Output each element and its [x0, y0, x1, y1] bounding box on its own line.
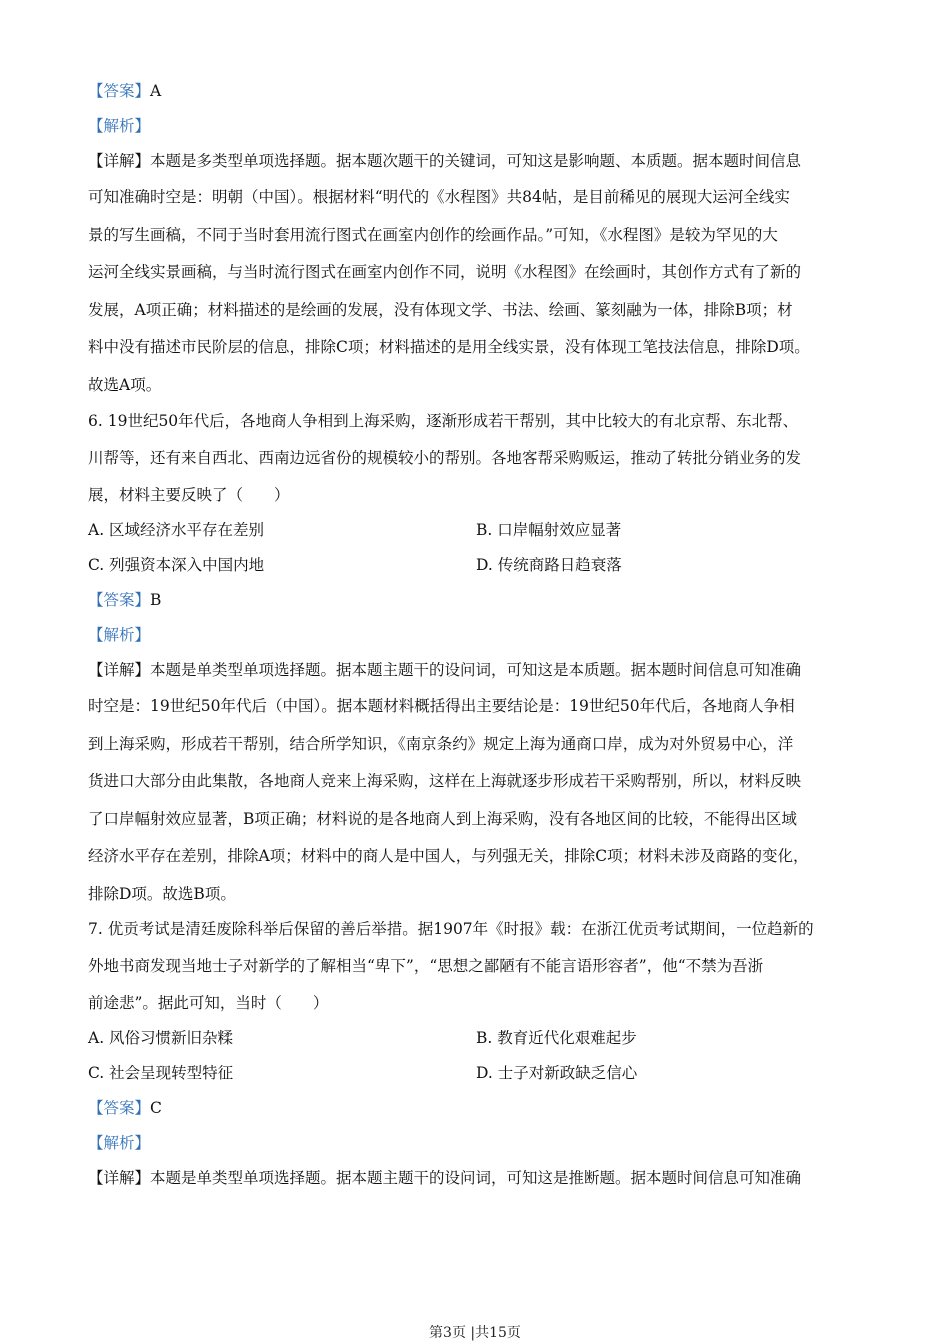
- answer-tag: 【答案】: [88, 82, 151, 100]
- question-text: 展，材料主要反映了（ ）: [88, 486, 290, 504]
- detail-text: 货进口大部分由此集散，各地商人竞来上海采购，这样在上海就逐步形成若干采购帮别，所以，材料反映: [88, 772, 802, 790]
- question-text: 前途悲”。据此可知，当时（ ）: [88, 994, 329, 1012]
- option-c: C. 社会呈现转型特征: [88, 1064, 234, 1082]
- detail-text: 运河全线实景画稿，与当时流行图式在画室内创作不同，说明《水程图》在绘画时，其创作方式有了新的: [88, 263, 802, 281]
- analysis-tag: 【解析】: [88, 117, 151, 135]
- option-b: B. 教育近代化艰难起步: [476, 1029, 637, 1047]
- detail-text: 时空是：19世纪50年代后（中国）。据本题材料概括得出主要结论是：19世纪50年代后，各地商人争相: [88, 697, 795, 715]
- page-footer: 第3页 |共15页: [429, 1325, 521, 1341]
- answer-line: [88, 1097, 874, 1119]
- answer-tag: 【答案】: [88, 591, 151, 609]
- answer-value: B: [150, 591, 162, 609]
- detail-text: 发展，A项正确；材料描述的是绘画的发展，没有体现文学、书法、绘画、篆刻融为一体，排除B项；材: [88, 301, 793, 319]
- answer-line: [88, 589, 874, 611]
- detail-tag: 【详解】: [88, 1169, 151, 1187]
- question-text: 外地书商发现当地士子对新学的了解相当“卑下”，“思想之鄙陋有不能言语形容者”，他“不禁为吾浙: [88, 957, 764, 975]
- option-a: A. 风俗习惯新旧杂糅: [88, 1029, 234, 1047]
- detail-text: 景的写生画稿，不同于当时套用流行图式在画室内创作的绘画作品。”可知，《水程图》是较为罕见的大: [88, 226, 778, 244]
- detail-text: 本题是单类型单项选择题。据本题主题干的设问词，可知这是推断题。据本题时间信息可知准确: [150, 1169, 802, 1187]
- option-d: D. 士子对新政缺乏信心: [476, 1064, 638, 1082]
- question-text: 7. 优贡考试是清廷废除科举后保留的善后举措。据1907年《时报》载：在浙江优贡考试期间，一位趋新的: [88, 920, 814, 938]
- analysis-tag: 【解析】: [88, 626, 151, 644]
- detail-line: [88, 150, 874, 172]
- option-b: B. 口岸幅射效应显著: [476, 521, 622, 539]
- question-text: 6. 19世纪50年代后，各地商人争相到上海采购，逐渐形成若干帮别，其中比较大的有北京帮、东北帮、: [88, 412, 799, 430]
- detail-text: 料中没有描述市民阶层的信息，排除C项；材料描述的是用全线实景，没有体现工笔技法信息，排除D项。: [88, 338, 810, 356]
- detail-text: 可知准确时空是：明朝（中国）。根据材料“明代的《水程图》共84帖，是目前稀见的展现大运河全线实: [88, 188, 790, 206]
- answer-value: C: [150, 1099, 162, 1117]
- analysis-tag: 【解析】: [88, 1134, 151, 1152]
- answer-line: [88, 80, 874, 102]
- option-d: D. 传统商路日趋衰落: [476, 556, 622, 574]
- detail-line: [88, 1167, 874, 1189]
- option-a: A. 区域经济水平存在差别: [88, 521, 265, 539]
- detail-tag: 【详解】: [88, 661, 151, 679]
- detail-text: 排除D项。故选B项。: [88, 885, 236, 903]
- detail-text: 经济水平存在差别，排除A项；材料中的商人是中国人，与列强无关，排除C项；材料未涉及商路的变化，: [88, 847, 809, 865]
- question-text: 川帮等，还有来自西北、西南边远省份的规模较小的帮别。各地客帮采购贩运，推动了转批分销业务的发: [88, 449, 802, 467]
- option-c: C. 列强资本深入中国内地: [88, 556, 265, 574]
- answer-value: A: [150, 82, 162, 100]
- detail-tag: 【详解】: [88, 152, 151, 170]
- detail-text: 本题是单类型单项选择题。据本题主题干的设问词，可知这是本质题。据本题时间信息可知准确: [150, 661, 802, 679]
- detail-text: 故选A项。: [88, 376, 162, 394]
- detail-text: 到上海采购，形成若干帮别，结合所学知识，《南京条约》规定上海为通商口岸，成为对外贸易中心，洋: [88, 735, 794, 753]
- answer-tag: 【答案】: [88, 1099, 151, 1117]
- detail-text: 本题是多类型单项选择题。据本题次题干的关键词，可知这是影响题、本质题。据本题时间信息: [150, 152, 802, 170]
- detail-line: [88, 659, 874, 681]
- detail-text: 了口岸幅射效应显著，B项正确；材料说的是各地商人到上海采购，没有各地区间的比较，不能得出区域: [88, 810, 797, 828]
